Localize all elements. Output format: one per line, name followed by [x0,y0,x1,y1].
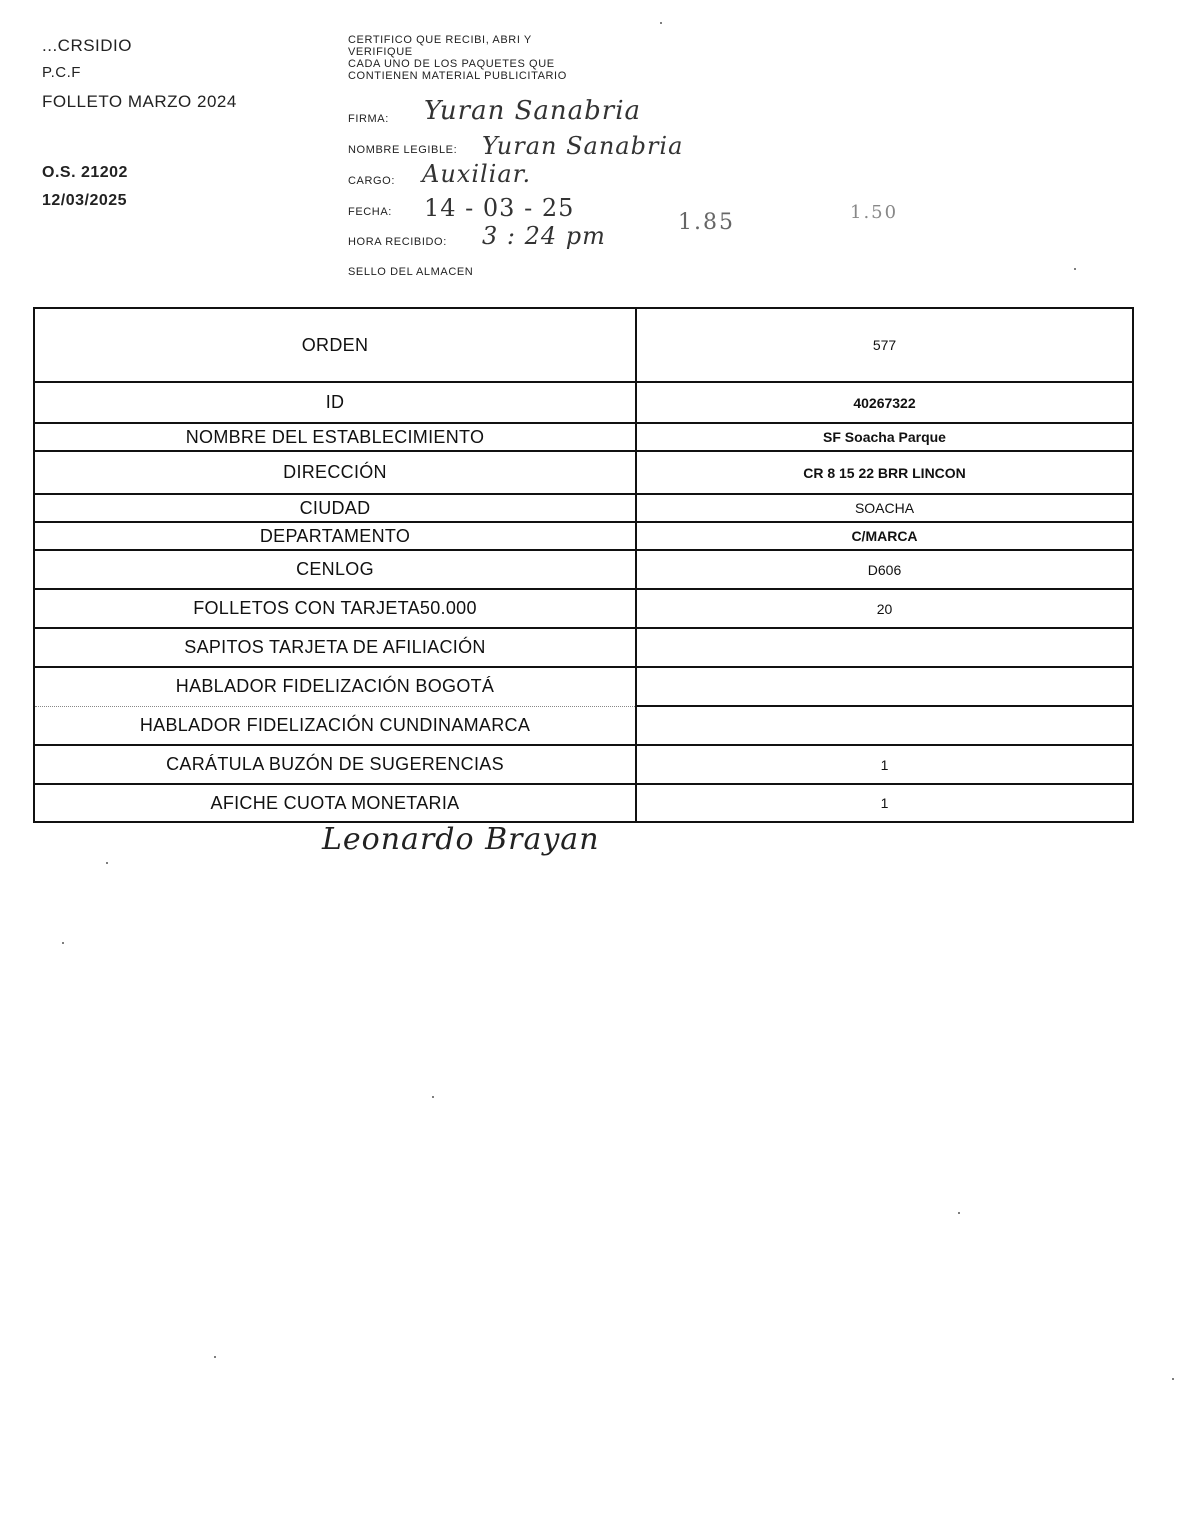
document-date: 12/03/2025 [42,192,128,209]
row-label: CARÁTULA BUZÓN DE SUGERENCIAS [34,745,636,784]
row-value: C/MARCA [636,522,1133,550]
handwritten-names: Leonardo Brayan [322,822,600,857]
row-label: DEPARTAMENTO [34,522,636,550]
row-value: 1 [636,745,1133,784]
seal-label: SELLO DEL ALMACEN [348,266,474,278]
date-handwriting: 14 - 03 - 25 [424,194,575,222]
row-value: 1 [636,784,1133,822]
scan-speck [958,1212,960,1214]
table-row [34,494,1133,522]
scan-speck [432,1096,434,1098]
scan-speck [106,862,108,864]
material-table [33,307,1134,823]
scan-speck [660,22,662,24]
position-handwriting: Auxiliar. [422,160,532,188]
row-value [636,628,1133,667]
row-value: SF Soacha Parque [636,423,1133,451]
received-time-handwriting: 3 : 24 pm [482,222,606,250]
scan-speck [62,942,64,944]
certification-text [348,34,567,82]
table-row [34,308,1133,382]
campaign-title: FOLLETO MARZO 2024 [42,92,237,111]
row-label: DIRECCIÓN [34,451,636,494]
row-label: ORDEN [34,308,636,382]
table-row [34,706,1133,745]
table-row [34,628,1133,667]
certification-line: VERIFIQUE [348,46,413,58]
scan-speck [214,1356,216,1358]
table-row [34,667,1133,706]
row-value [636,706,1133,745]
os-number: O.S. 21202 [42,164,128,181]
row-label: NOMBRE DEL ESTABLECIMIENTO [34,423,636,451]
row-label: HABLADOR FIDELIZACIÓN BOGOTÁ [34,667,636,706]
received-time-label: HORA RECIBIDO: [348,236,447,248]
row-label: AFICHE CUOTA MONETARIA [34,784,636,822]
table-row [34,382,1133,423]
row-value: 40267322 [636,382,1133,423]
table-row [34,451,1133,494]
row-value: 577 [636,308,1133,382]
table-row [34,423,1133,451]
table-row [34,589,1133,628]
stamp-mark: 1.85 [678,210,735,235]
date-label: FECHA: [348,206,392,218]
row-value: SOACHA [636,494,1133,522]
row-label: CENLOG [34,550,636,589]
row-label: ID [34,382,636,423]
table-row [34,745,1133,784]
company-name: ...CRSIDIO [42,36,133,55]
table-row [34,522,1133,550]
certification-line: CADA UNO DE LOS PAQUETES QUE [348,58,555,70]
certification-line: CONTIENEN MATERIAL PUBLICITARIO [348,70,567,82]
table-row [34,784,1133,822]
row-value: CR 8 15 22 BRR LINCON [636,451,1133,494]
legible-name-label: NOMBRE LEGIBLE: [348,144,458,156]
row-label: SAPITOS TARJETA DE AFILIACIÓN [34,628,636,667]
row-label: CIUDAD [34,494,636,522]
row-value [636,667,1133,706]
row-value: D606 [636,550,1133,589]
company-code: P.C.F [42,64,81,81]
position-label: CARGO: [348,175,395,187]
row-value: 20 [636,589,1133,628]
table-row [34,550,1133,589]
certification-line: CERTIFICO QUE RECIBI, ABRI Y [348,34,532,46]
stamp-mark: 1.50 [850,202,899,223]
signature-handwriting: Yuran Sanabria [424,96,642,126]
row-label: FOLLETOS CON TARJETA50.000 [34,589,636,628]
scan-speck [1172,1378,1174,1380]
row-label: HABLADOR FIDELIZACIÓN CUNDINAMARCA [34,706,636,745]
scan-speck [1074,268,1076,270]
legible-name-handwriting: Yuran Sanabria [482,132,684,160]
signature-label: FIRMA: [348,113,389,125]
